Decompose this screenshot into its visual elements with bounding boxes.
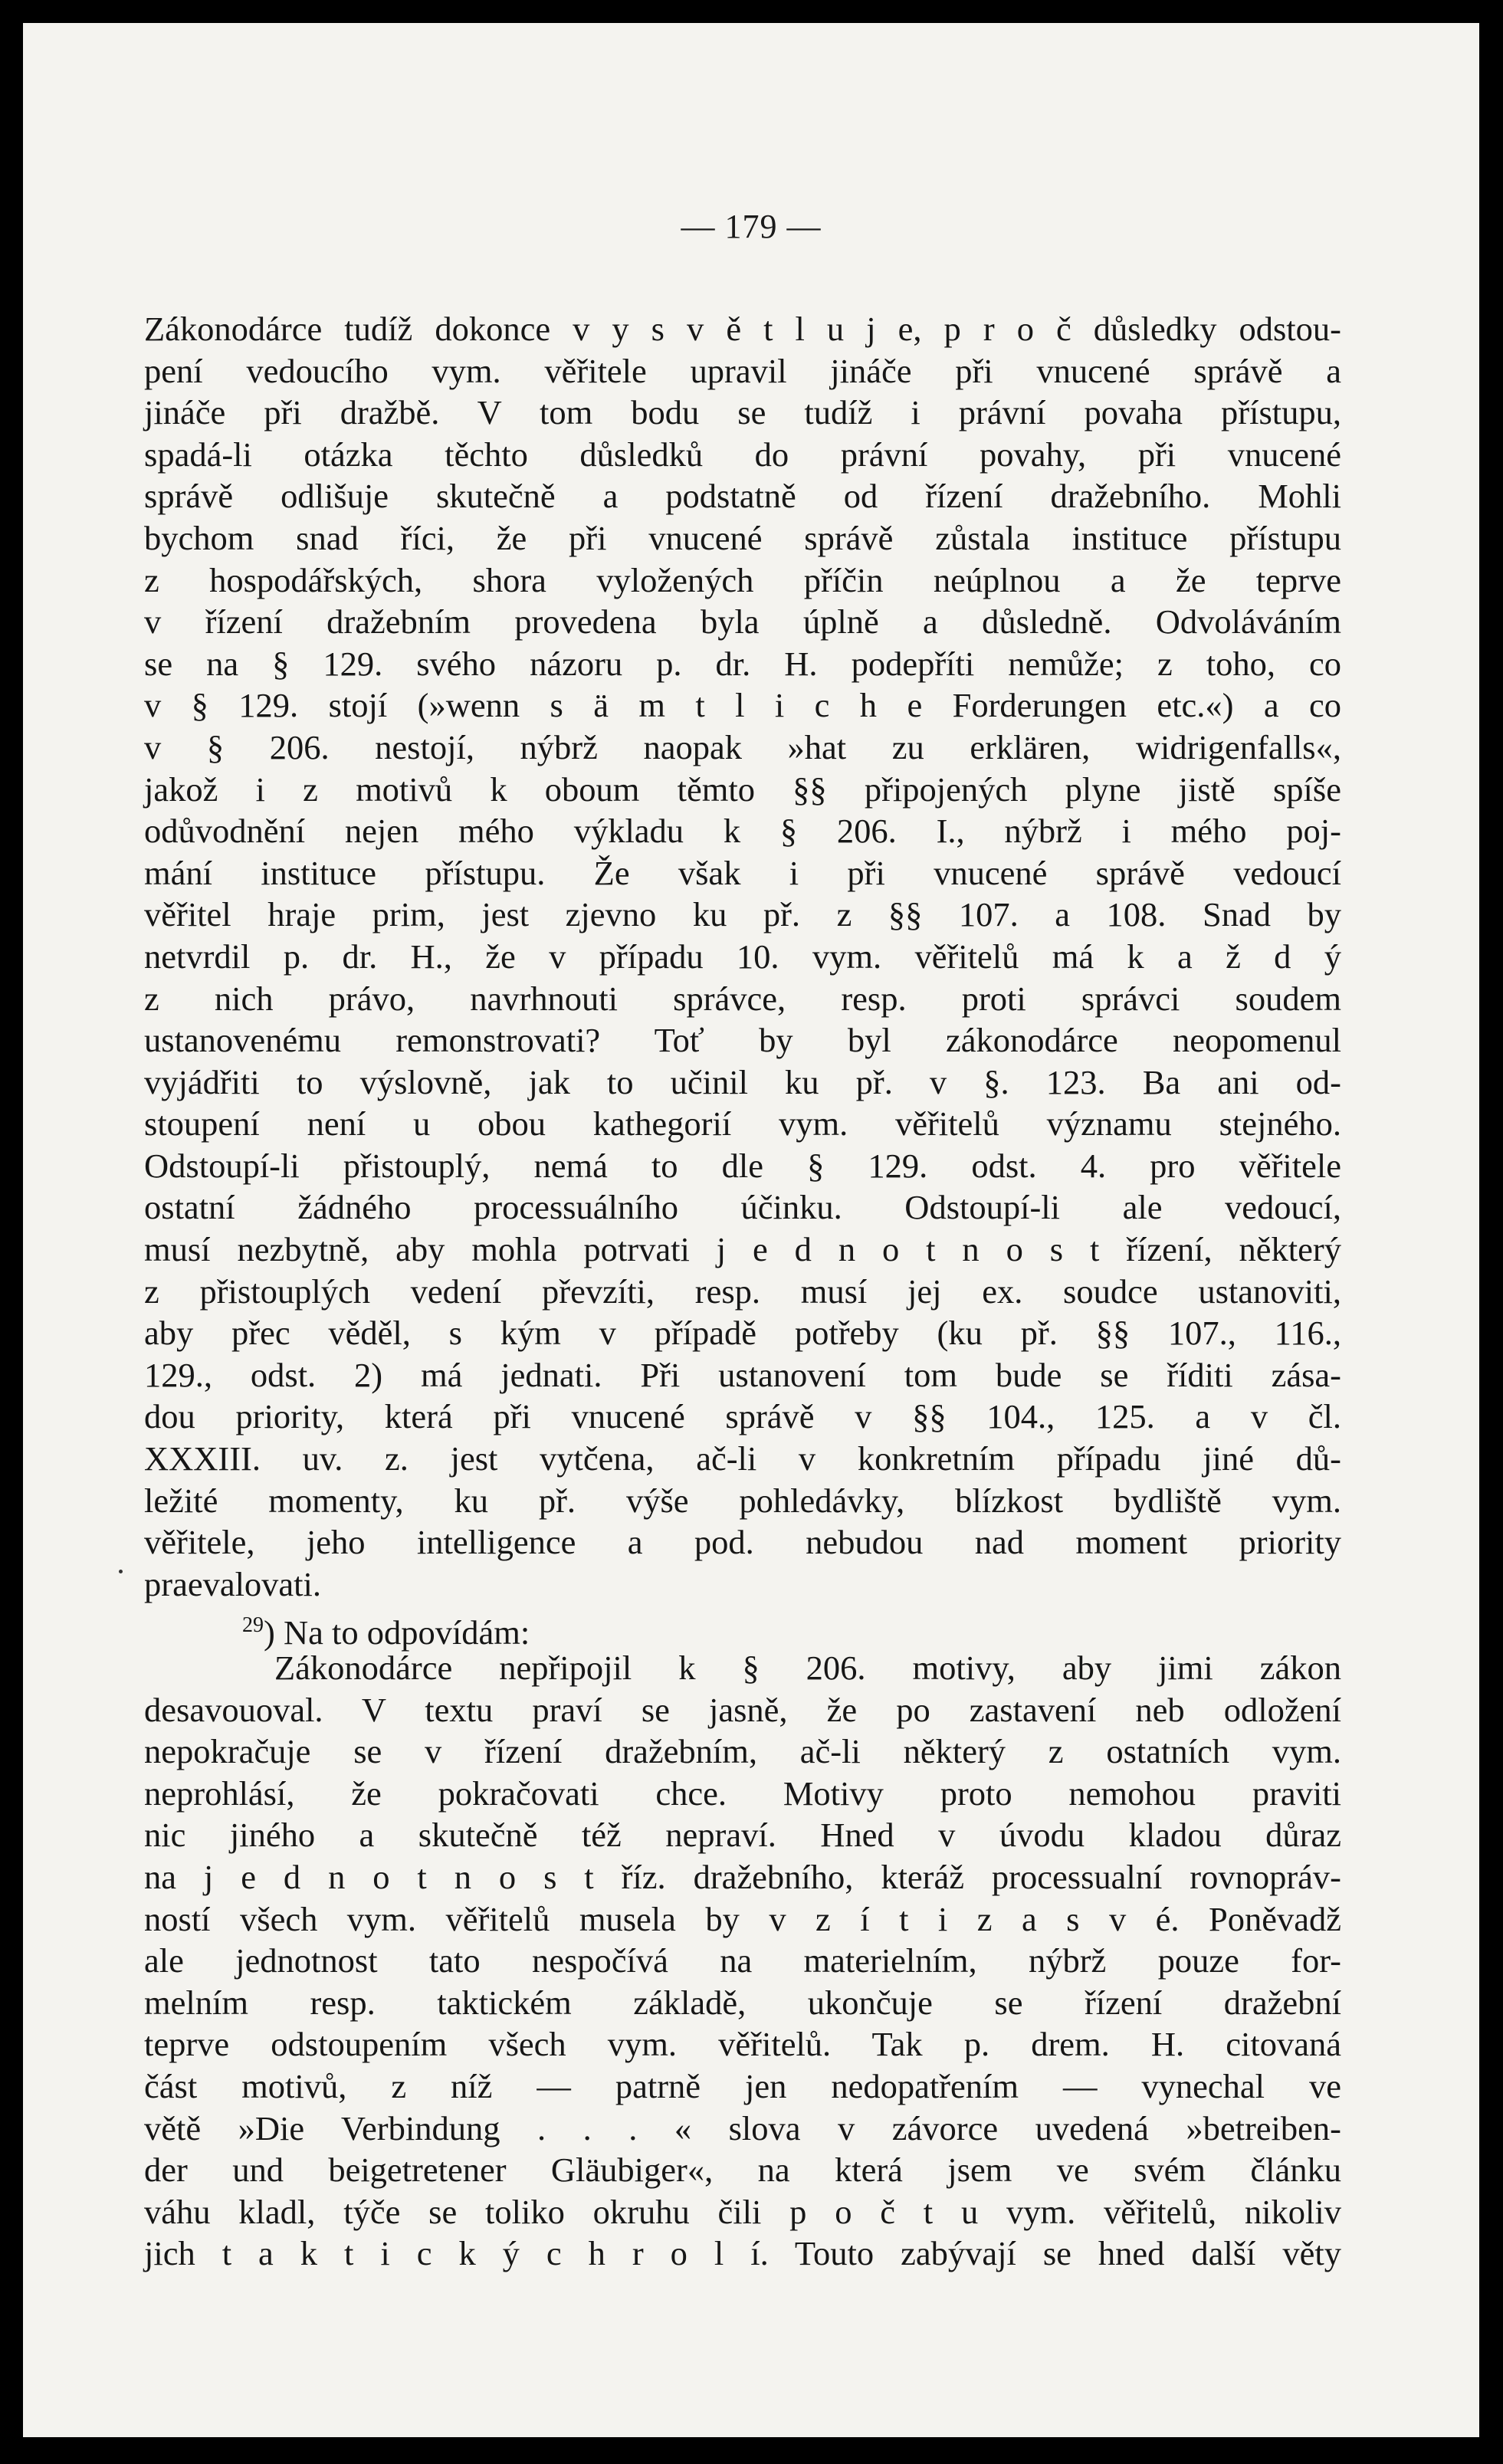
text-line: se na § 129. svého názoru p. dr. H. podepříti nemůže; z toho, co xyxy=(144,644,1341,683)
text-line: 129., odst. 2) má jednati. Při ustanovení tom bude se říditi zása- xyxy=(144,1355,1341,1394)
text-line: věřitele, jeho intelligence a pod. nebudou nad moment priority xyxy=(144,1523,1341,1562)
text-line: neprohlásí, že pokračovati chce. Motivy proto nemohou praviti xyxy=(144,1773,1341,1813)
text-line: z nich právo, navrhnouti správce, resp. proti správci soudem xyxy=(144,979,1341,1018)
text-line: z přistouplých vedení převzíti, resp. musí jej ex. soudce ustanoviti, xyxy=(144,1271,1341,1311)
text-line: netvrdil p. dr. H., že v případu 10. vym. věřitelů má k a ž d ý xyxy=(144,937,1341,976)
text-line: váhu kladl, týče se toliko okruhu čili p o č t u vym. věřitelů, nikoliv xyxy=(144,2192,1341,2231)
text-line: Zákonodárce tudíž dokonce v y s v ě t l u j e, p r o č důsledky odstou- xyxy=(144,310,1341,348)
text-line: desavouoval. V textu praví se jasně, že po zastavení neb odložení xyxy=(144,1690,1341,1729)
text-line: vyjádřiti to výslovně, jak to učinil ku př. v §. 123. Ba ani od- xyxy=(144,1062,1341,1101)
footnote-marker: 29 xyxy=(242,1613,264,1638)
body-text xyxy=(144,308,1341,2275)
text-line: nic jiného a skutečně též nepraví. Hned v úvodu kladou důraz xyxy=(144,1816,1341,1855)
text-line: větě »Die Verbindung . . . « slova v závorce uvedená »betreiben- xyxy=(144,2108,1341,2147)
text-line: mání instituce přístupu. Že však i při vnucené správě vedoucí xyxy=(144,853,1341,892)
text-line: v § 129. stojí (»wenn s ä m t l i c h e Forderungen etc.«) a co xyxy=(144,686,1341,725)
text-line: pení vedoucího vym. věřitele upravil jináče při vnucené správě a xyxy=(144,351,1341,390)
text-line: jich t a k t i c k ý c h r o l í. Touto zabývají se hned další věty xyxy=(144,2234,1341,2273)
text-line: ností všech vym. věřitelů musela by v z í t i z a s v é. Poněvadž xyxy=(144,1899,1341,1938)
text-line: der und beigetretener Gläubiger«, na která jsem ve svém článku xyxy=(144,2151,1341,2190)
margin-dot-mark xyxy=(119,1570,123,1573)
text-line: teprve odstoupením všech vym. věřitelů. Tak p. drem. H. citovaná xyxy=(144,2025,1341,2064)
text-line: část motivů, z níž — patrně jen nedopatřením — vynechal ve xyxy=(144,2066,1341,2105)
text-line: melním resp. taktickém základě, ukončuje se řízení dražební xyxy=(144,1983,1341,2022)
text-line: Zákonodárce nepřipojil k § 206. motivy, aby jimi zákon xyxy=(274,1649,1341,1687)
text-line: odůvodnění nejen mého výkladu k § 206. I., nýbrž i mého poj- xyxy=(144,812,1341,851)
text-line: věřitel hraje prim, jest zjevno ku př. z §§ 107. a 108. Snad by xyxy=(144,895,1341,934)
text-line: XXXIII. uv. z. jest vytčena, ač-li v konkretním případu jiné dů- xyxy=(144,1439,1341,1478)
footnote-line xyxy=(144,1605,1341,1652)
text-line: dou priority, která při vnucené správě v §§ 104., 125. a v čl. xyxy=(144,1397,1341,1436)
text-line: na j e d n o t n o s t říz. dražebního, kteráž processualní rovnopráv- xyxy=(144,1857,1341,1896)
footnote-heading: ) Na to odpovídám: xyxy=(264,1613,530,1652)
text-line: v § 206. nestojí, nýbrž naopak »hat zu erklären, widrigenfalls«, xyxy=(144,727,1341,766)
text-line: ležité momenty, ku př. výše pohledávky, blízkost bydliště vym. xyxy=(144,1481,1341,1520)
text-line: nepokračuje se v řízení dražebním, ač-li některý z ostatních vym. xyxy=(144,1732,1341,1771)
text-line: stoupení není u obou kathegorií vym. věřitelů významu stejného. xyxy=(144,1104,1341,1143)
text-line: ale jednotnost tato nespočívá na materielním, nýbrž pouze for- xyxy=(144,1941,1341,1980)
text-line: správě odlišuje skutečně a podstatně od řízení dražebního. Mohli xyxy=(144,477,1341,516)
text-line: spadá-li otázka těchto důsledků do právní povahy, při vnucené xyxy=(144,435,1341,474)
text-line: jináče při dražbě. V tom bodu se tudíž i právní povaha přístupu, xyxy=(144,393,1341,432)
page-number: — 179 — xyxy=(681,208,822,245)
text-line: praevalovati. xyxy=(144,1564,322,1603)
text-line: ostatní žádného processuálního účinku. Odstoupí-li ale vedoucí, xyxy=(144,1188,1341,1227)
text-line: z hospodářských, shora vyložených příčin neúplnou a že teprve xyxy=(144,560,1341,599)
book-page xyxy=(23,23,1479,2437)
text-line: jakož i z motivů k oboum těmto §§ připojených plyne jistě spíše xyxy=(144,769,1341,809)
text-line: aby přec věděl, s kým v případě potřeby (ku př. §§ 107., 116., xyxy=(144,1314,1341,1353)
text-line: ustanovenému remonstrovati? Toť by byl zákonodárce neopomenul xyxy=(144,1021,1341,1060)
text-line: Odstoupí-li přistouplý, nemá to dle § 129. odst. 4. pro věřitele xyxy=(144,1146,1341,1185)
text-line: musí nezbytně, aby mohla potrvati j e d n o t n o s t řízení, některý xyxy=(144,1230,1341,1269)
text-line: v řízení dražebním provedena byla úplně a důsledně. Odvoláváním xyxy=(144,602,1341,641)
text-line: bychom snad říci, že při vnucené správě zůstala instituce přístupu xyxy=(144,518,1341,557)
